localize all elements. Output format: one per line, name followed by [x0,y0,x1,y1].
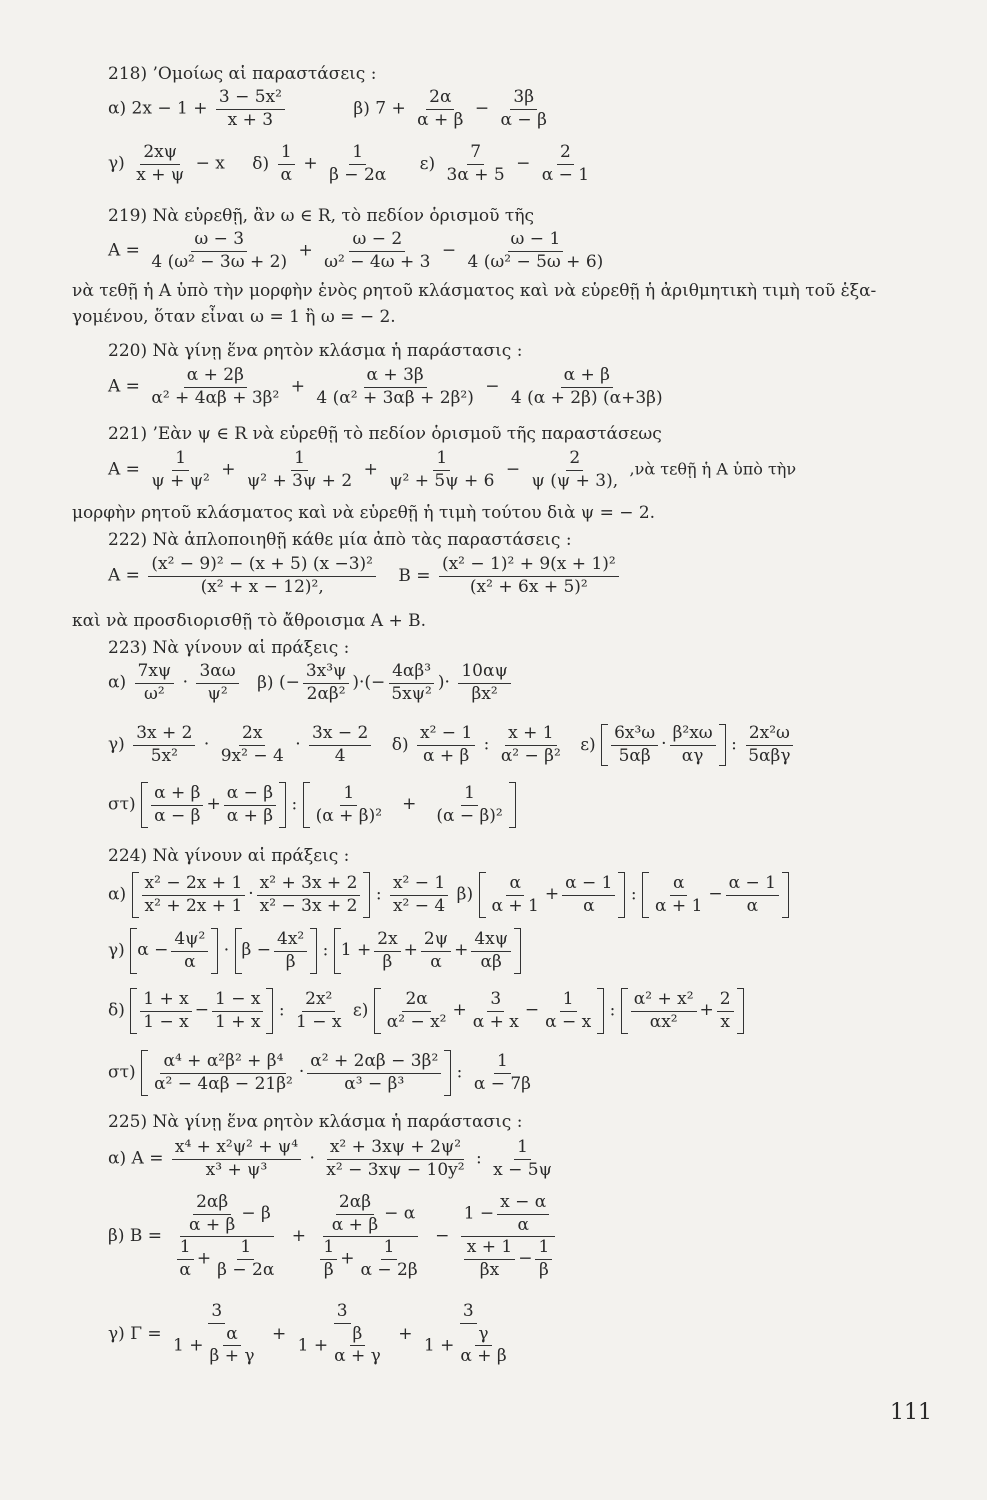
problem-225-intro: 225) Νὰ γίνῃ ἕνα ρητὸν κλάσμα ἡ παράστασις : [108,1112,523,1132]
problem-219-text-2: γομένου, ὅταν εἶναι ω = 1 ἢ ω = − 2. [72,307,396,327]
problem-220-expression: A = $\frac{\alpha + 2\beta}{\text{α² + 4αβ + 3β²}}$ + $\frac{\alpha + 3\beta}{\text{4 (α² + 3αβ + 2β²)}}$ − $\frac{\alpha + \beta}{4 (\alpha + 2\beta) (\alpha+3\beta)}$ [108,365,663,408]
compound-fraction-2: $\frac{2\alpha\beta}{\alpha + \beta}$ − α $\frac{1}{\beta}$ + $\frac{1}{\alpha - 2\beta}$ [314,1193,426,1280]
page-number: 111 [890,1400,932,1425]
problem-223-line-1: α) $\frac{7x\psi}{\text{ω²}}$ · $\frac{3\alpha\omega}{\text{ψ²}}$ β) (− $\frac{\text{3x³ψ}}{\text{2αβ²}}$ )·(− $\frac{\text{4αβ³}}{\text{5xψ²}}$ )· $\frac{10\alpha\psi}{\text{βx²}}$ [108,662,514,704]
problem-218-line-2: γ) $\frac{2x\psi}{x + \psi}$ − x δ) $\frac{1}{\alpha}$ + $\frac{1}{\beta - 2\alpha}$ ε) $\frac{7}{3\alpha + 5}$ − $\frac{2}{\alpha - 1}$ [108,142,590,185]
problem-219-text-1: νὰ τεθῇ ἡ A ὑπὸ τὴν μορφὴν ἑνὸς ρητοῦ κλάσματος καὶ νὰ εὑρεθῇ ἡ ἀριθμητικὴ τιμὴ τοῦ ἑξα- [72,281,877,301]
problem-225-c: γ) Γ = 3 1 + $\frac{\alpha}{\beta + \gamma}$ + 3 1 + $\frac{\beta}{\alpha + \gamma}$ + 3 1 + $\frac{\gamma}{\alpha + \beta}$ [108,1301,507,1367]
problem-221-expression: A = $\frac{1}{\text{ψ + ψ²}}$ + $\frac{1}{\text{ψ² + 3ψ + 2}}$ + $\frac{1}{\text{ψ² + 5ψ + 6}}$ − $\frac{2}{\psi (\psi + 3),}$ ,νὰ τεθῇ ἡ A ὑπὸ τὴν [108,448,797,491]
problem-225-b: β) B = $\frac{2\alpha\beta}{\alpha + \beta}$ − β $\frac{1}{\alpha}$ + $\frac{1}{\beta - 2\alpha}$ + $\frac{2\alpha\beta}{\alpha + \beta}$ − α $\frac{1}{\beta}$ + $\frac{1}{\alpha - 2\beta}$ − 1 − $\frac{x - \alpha}{\alpha}$ $\frac{x + 1}{\beta x}$ − $\frac{1}{\beta}$ [108,1193,561,1280]
problem-222-intro: 222) Νὰ ἁπλοποιηθῇ κάθε μία ἀπὸ τὰς παραστάσεις : [108,530,572,550]
problem-223-intro: 223) Νὰ γίνουν αἱ πράξεις : [108,638,350,658]
problem-221-intro: 221) ’Εὰν ψ ∈ R νὰ εὑρεθῇ τὸ πεδίον ὁρισμοῦ τῆς παραστάσεως [108,424,662,444]
problem-224-line-3: δ) 1 + x 1 − x − $\frac{1 - x}{1 + x}$ : $\frac{\text{2x²}}{1 - x}$ ε) 2α α² − x² + $\frac{3}{\alpha + x}$ − $\frac{1}{\alpha - x}$ : α² + x² αx² + $\frac{2}{x}$ [108,988,744,1034]
problem-219-intro: 219) Νὰ εὑρεθῇ, ἂν ω ∈ R, τὸ πεδίον ὁρισμοῦ τῆς [108,206,535,226]
problem-224-line-1: α) x² − 2x + 1 x² + 2x + 1 · x² + 3x + 2 x² − 3x + 2 : $\frac{\text{x² − 1}}{\text{x² − 4}}$ β) α α + 1 + $\frac{\alpha - 1}{\alpha}$ : α α + 1 − $\frac{\alpha - 1}{\alpha}$ [108,872,789,918]
compound-fraction-3: 1 − $\frac{x - \alpha}{\alpha}$ $\frac{x + 1}{\beta x}$ − $\frac{1}{\beta}$ [458,1193,559,1280]
problem-223-line-3: στ) α + β α − β + $\frac{\alpha - \beta}{\alpha + \beta}$ : 1 (α + β)² + $\frac{1}{\text{(α − β)²}}$ [108,782,516,828]
problem-220-intro: 220) Νὰ γίνῃ ἕνα ρητὸν κλάσμα ἡ παράστασις : [108,341,523,361]
problem-223-line-2: γ) $\frac{3x + 2}{\text{5x²}}$ · $\frac{2x}{\text{9x² − 4}}$ · $\frac{3x - 2}{4}$ δ) $\frac{\text{x² − 1}}{\alpha + \beta}$ : $\frac{x + 1}{\text{α² − β²}}$ ε) 6x³ω 5αβ · β²xω αγ : 2x²ω 5αβγ [108,724,797,766]
problem-224-intro: 224) Νὰ γίνουν αἱ πράξεις : [108,846,350,866]
problem-222-expression: A = $\frac{\text{(x² − 9)² − (x + 5) (x −3)²}}{\text{(x² + x − 12)²,}}$ B = $\frac{\text{(x² − 1)² + 9(x + 1)²}}{\text{(x² + 6x + 5)²}}$ [108,555,622,597]
problem-218-line-1: α) 2x − 1 + $\frac{\text{3 − 5x²}}{x + 3}$ β) 7 + $\frac{2\alpha}{\alpha + \beta}$ − $\frac{3\beta}{\alpha - \beta}$ [108,87,547,130]
compound-fraction-1: $\frac{2\alpha\beta}{\alpha + \beta}$ − β $\frac{1}{\alpha}$ + $\frac{1}{\beta - 2\alpha}$ [170,1193,283,1280]
problem-222-text: καὶ νὰ προσδιορισθῇ τὸ ἄθροισμα A + B. [72,611,427,631]
problem-224-line-4: στ) α⁴ + α²β² + β⁴ α² − 4αβ − 21β² · α² + 2αβ − 3β² α³ − β³ : $\frac{1}{\alpha - 7\beta}$ [108,1050,537,1096]
problem-219-expression: A = $\frac{\omega - 3}{\text{4 (ω² − 3ω + 2)}}$ + $\frac{\omega - 2}{\text{ω² − 4ω + 3}}$ − $\frac{\omega - 1}{\text{4 (ω² − 5ω + 6)}}$ [108,229,604,272]
problem-218-intro: 218) ’Ομοίως αἱ παραστάσεις : [108,64,377,84]
problem-221-text: μορφὴν ρητοῦ κλάσματος καὶ νὰ εὑρεθῇ ἡ τιμὴ τούτου διὰ ψ = − 2. [72,503,656,523]
problem-224-line-2: γ) α − $\frac{\text{4ψ²}}{\alpha}$ · β − $\frac{\text{4x²}}{\beta}$ : 1 + $\frac{2x}{\beta}$ + $\frac{2\psi}{\alpha}$ + $\frac{4x\psi}{\alpha\beta}$ [108,928,521,974]
problem-225-a: α) A = $\frac{\text{x⁴ + x²ψ² + ψ⁴}}{\text{x³ + ψ³}}$ · $\frac{\text{x² + 3xψ + 2ψ²}}{\text{x² − 3xψ − 10y²}}$ : $\frac{1}{x - 5\psi}$ [108,1137,552,1180]
